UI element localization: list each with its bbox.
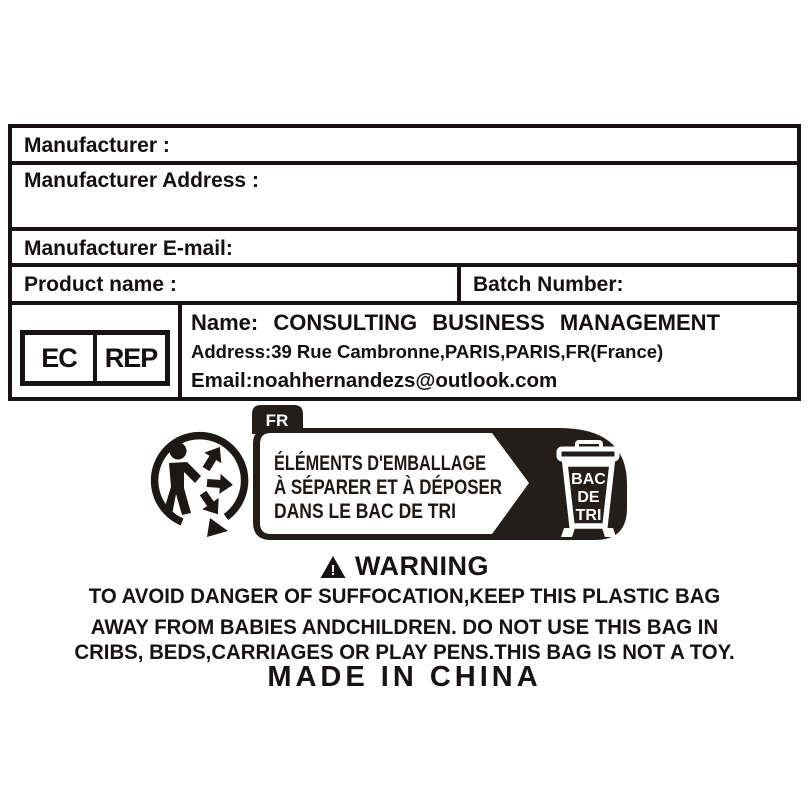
made-in-china-text: MADE IN CHINA xyxy=(267,661,542,693)
rep-name-line: Name: CONSULTING BUSINESS MANAGEMENT xyxy=(191,310,720,335)
bin-label-line-3: TRI xyxy=(575,507,602,524)
table-row xyxy=(8,161,801,231)
batch-number-label: Batch Number: xyxy=(473,273,624,296)
warning-line-1: TO AVOID DANGER OF SUFFOCATION,KEEP THIS PLASTIC BAG xyxy=(88,585,721,608)
banner-line-3: DANS LE BAC DE TRI xyxy=(274,500,456,523)
ec-rep-ec-text: EC xyxy=(41,342,77,373)
manufacturer-address-label: Manufacturer Address : xyxy=(24,169,259,192)
manufacturer-email-label: Manufacturer E-mail: xyxy=(24,237,233,260)
triman-recycling-icon xyxy=(150,421,250,539)
ec-rep-details xyxy=(182,305,797,397)
sorting-instructions-banner xyxy=(249,404,627,542)
warning-line-2: AWAY FROM BABIES ANDCHILDREN. DO NOT USE THIS BAG IN xyxy=(90,616,719,639)
warning-triangle-icon xyxy=(320,555,346,579)
triman-person xyxy=(163,443,201,516)
warning-line-3: CRIBS, BEDS,CARRIAGES OR PLAY PENS.THIS BAG IS NOT A TOY. xyxy=(74,641,735,664)
rep-email-line: Email:noahhernandezs@outlook.com xyxy=(191,369,558,392)
warning-title: WARNING xyxy=(355,551,489,581)
triman-circle xyxy=(155,436,245,537)
table-row xyxy=(8,263,801,305)
manufacturer-label: Manufacturer : xyxy=(24,134,170,157)
bin-label-line-1: BAC xyxy=(571,471,606,488)
product-name-label: Product name : xyxy=(12,267,461,301)
banner-line-2: À SÉPARER ET À DÉPOSER xyxy=(274,476,502,499)
table-row xyxy=(8,124,801,165)
table-row xyxy=(8,301,801,401)
warning-exclamation-mark: ! xyxy=(330,561,336,579)
fr-tab-label: FR xyxy=(265,411,289,430)
ec-rep-rep-text: REP xyxy=(93,335,165,381)
table-row xyxy=(8,227,801,267)
rep-address-line: Address:39 Rue Cambronne,PARIS,PARIS,FR(France) xyxy=(191,341,664,362)
ec-rep-cell xyxy=(12,305,182,397)
banner-line-1: ÉLÉMENTS D'EMBALLAGE xyxy=(274,452,486,475)
manufacturer-info-table xyxy=(8,124,801,401)
triman-arrows xyxy=(195,442,234,520)
ec-rep-badge xyxy=(20,330,170,386)
bin-label-line-2: DE xyxy=(577,489,600,506)
warning-heading xyxy=(0,551,809,582)
